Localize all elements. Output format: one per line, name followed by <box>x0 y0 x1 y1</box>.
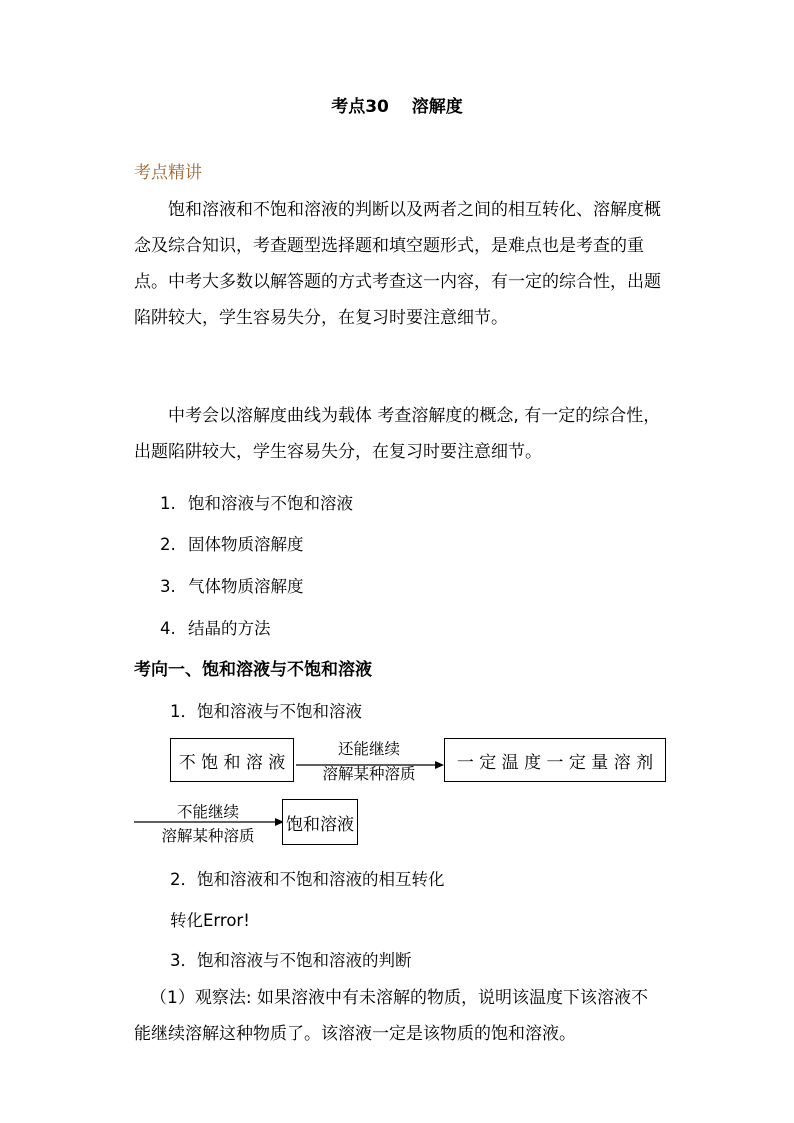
arrow-label-bottom: 溶解某种溶质 <box>161 827 255 845</box>
list-item <box>160 573 304 597</box>
list-number: 4. <box>160 619 176 638</box>
conversion-line: 转化Error! <box>170 911 250 930</box>
list-text: 结晶的方法 <box>188 619 271 638</box>
list-number: 2. <box>160 535 176 554</box>
method-paragraph: （1）观察法: 如果溶液中有未溶解的物质，说明该温度下该溶液不能继续溶解这种物质了。该溶液一定是该物质的饱和溶液。 <box>134 988 648 1044</box>
list-text: 气体物质溶解度 <box>188 577 304 596</box>
subheading-3: 3．饱和溶液与不饱和溶液的判断 <box>170 951 412 970</box>
saturated-box: 饱和溶液 <box>282 799 358 845</box>
direction-heading: 考向一、饱和溶液与不饱和溶液 <box>134 660 372 680</box>
list-number: 1. <box>160 494 176 513</box>
unsaturated-box: 不 饱 和 溶 液 <box>170 738 294 782</box>
list-text: 固体物质溶解度 <box>188 535 304 554</box>
list-item <box>160 490 353 514</box>
subheading-2: 2．饱和溶液和不饱和溶液的相互转化 <box>170 870 445 889</box>
condition-box: 一 定 温 度 一 定 量 溶 剂 <box>444 738 666 782</box>
intro-paragraph-1: 饱和溶液和不饱和溶液的判断以及两者之间的相互转化、溶解度概念及综合知识，考查题型选择题和填空题形式，是难点也是考查的重点。中考大多数以解答题的方式考查这一内容，有一定的综合性，出题陷阱较大，学生容易失分，在复习时要注意细节。 <box>134 200 661 328</box>
list-item <box>160 615 271 639</box>
arrow-label-top: 还能继续 <box>337 740 400 758</box>
page-title: 考点30 溶解度 <box>331 97 463 117</box>
arrow-label-top: 不能继续 <box>176 803 239 821</box>
arrow-label-bottom: 溶解某种溶质 <box>322 765 416 783</box>
list-number: 3. <box>160 577 176 596</box>
list-item <box>160 531 304 555</box>
intro-paragraph-2: 中考会以溶解度曲线为载体 考查溶解度的概念, 有一定的综合性，出题陷阱较大，学生容易失分，在复习时要注意细节。 <box>134 406 661 462</box>
section-heading: 考点精讲 <box>134 163 202 183</box>
subheading-1: 1．饱和溶液与不饱和溶液 <box>170 702 362 721</box>
list-text: 饱和溶液与不饱和溶液 <box>188 494 353 513</box>
